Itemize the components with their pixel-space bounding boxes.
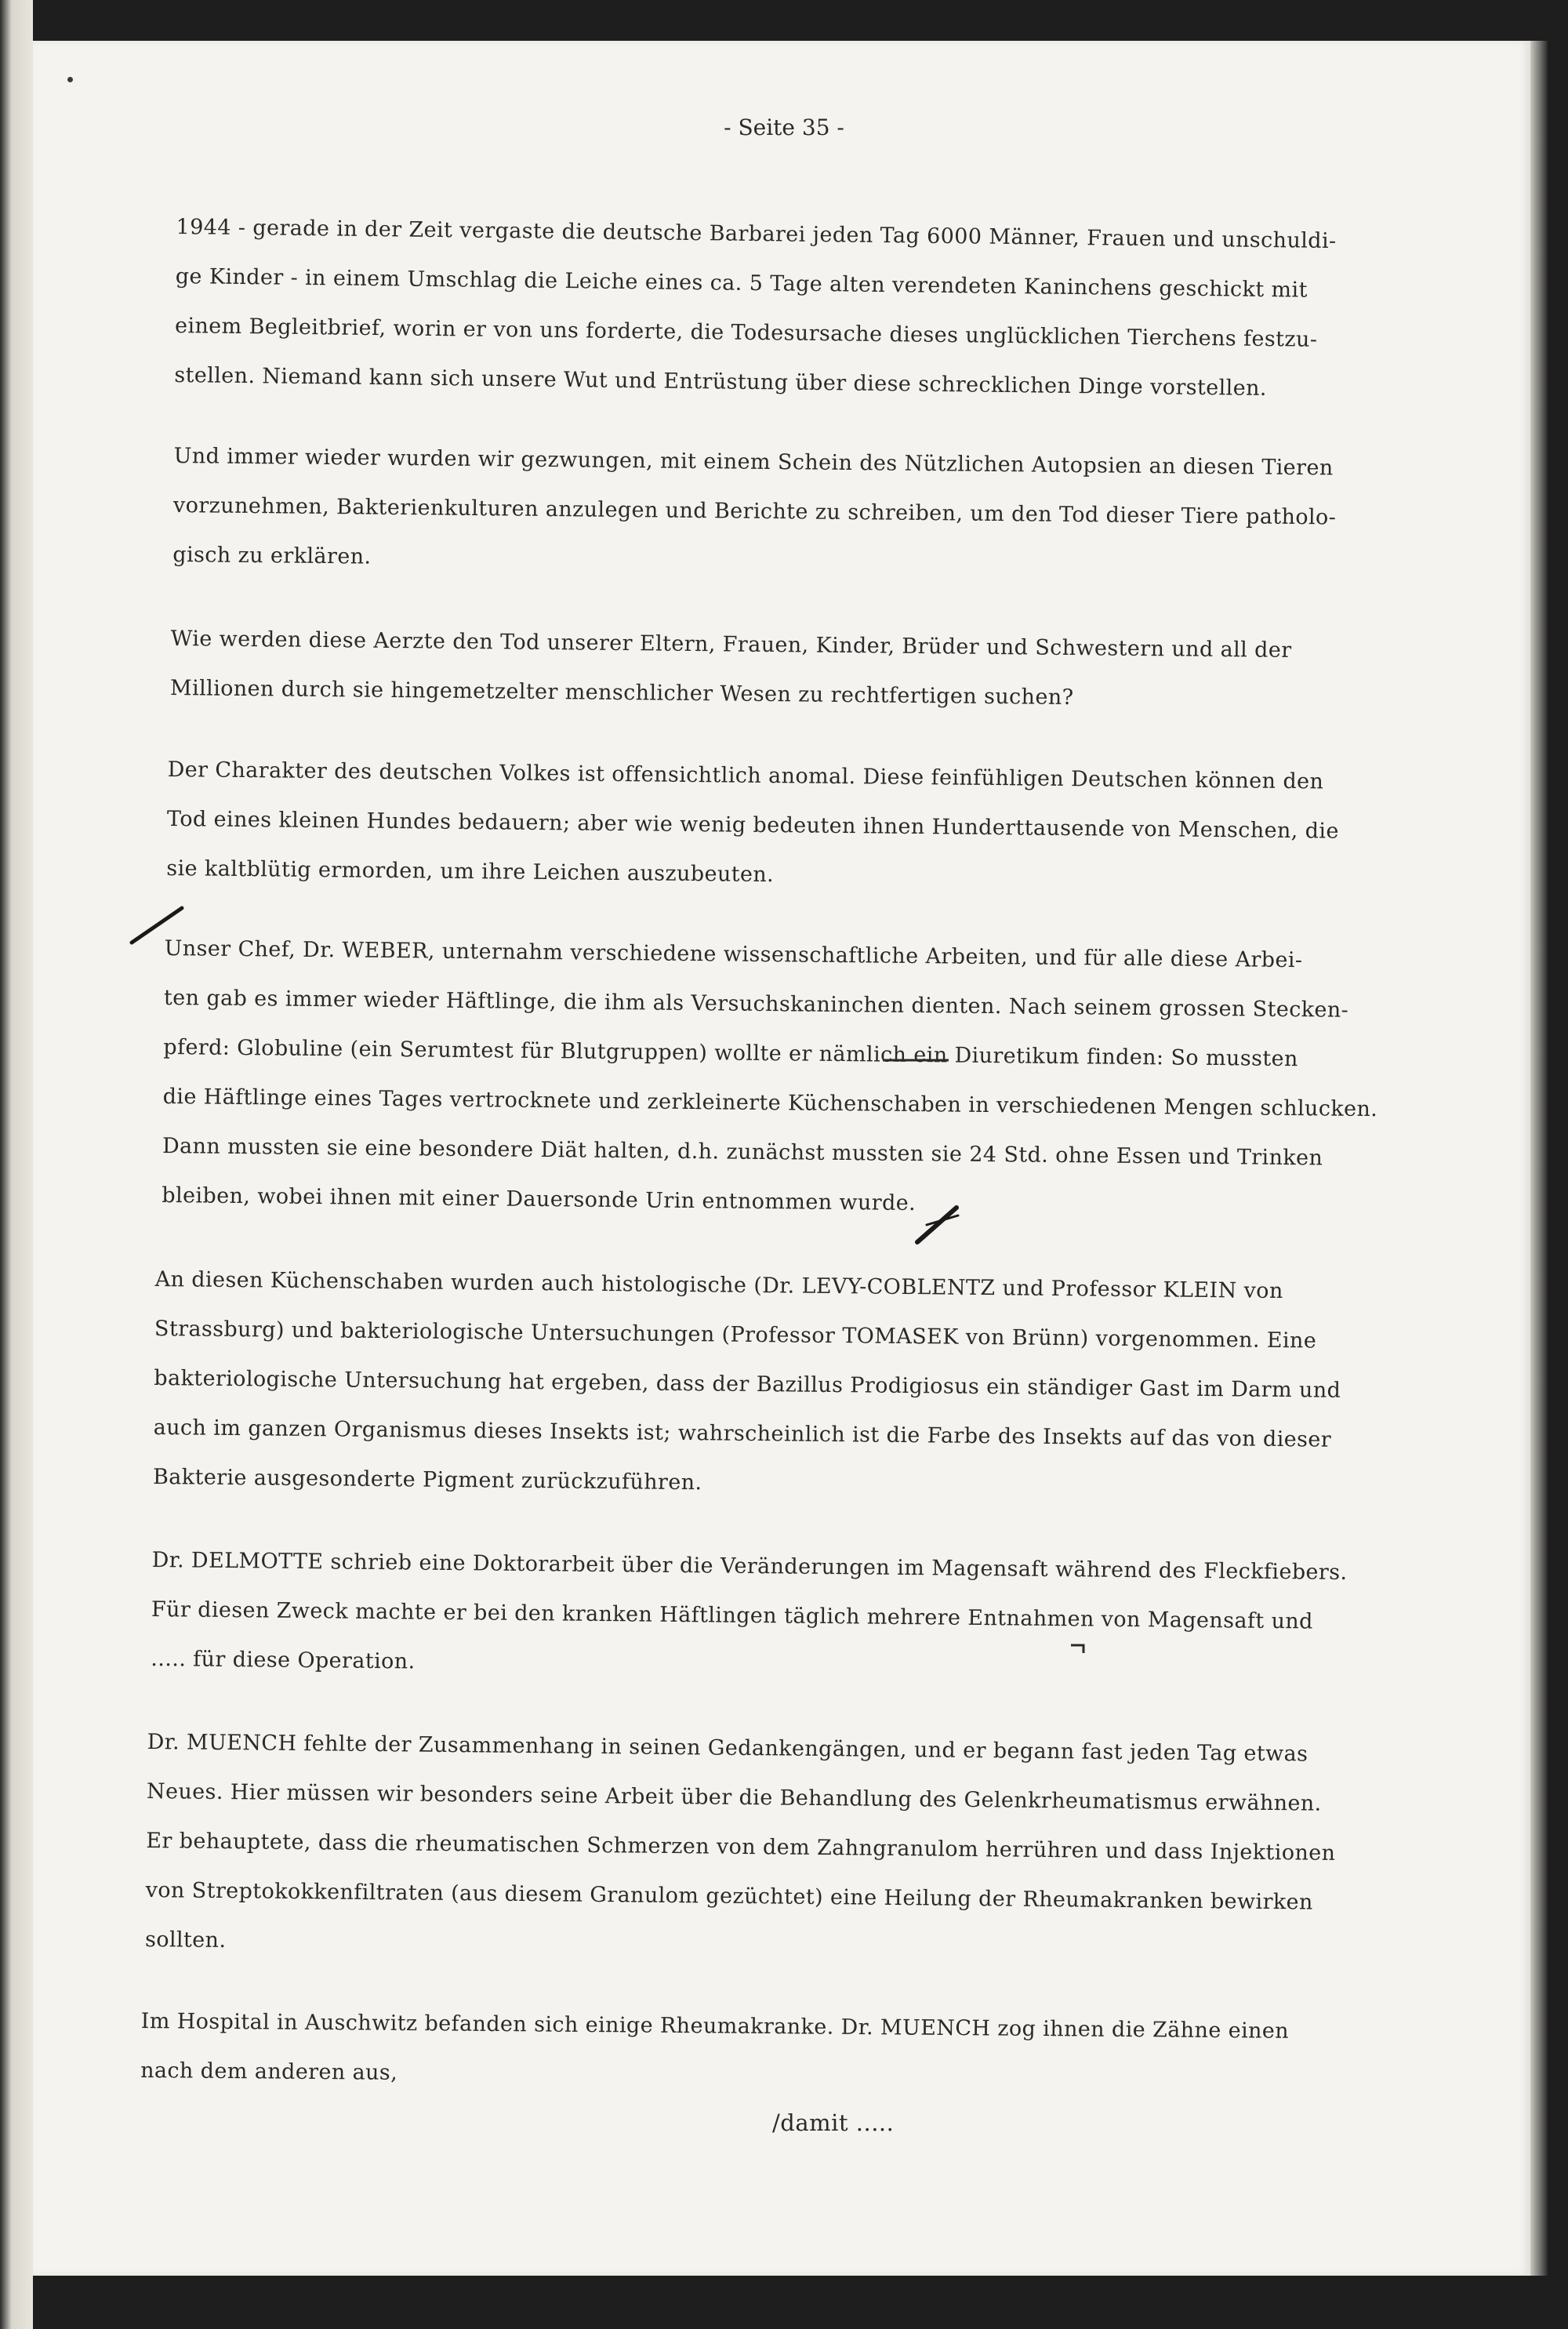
paragraph-7: Dr. DELMOTTE schrieb eine Doktorarbeit über die Veränderungen im Magensaft während des Fleckfiebers. Für diesen Zweck machte er bei den kranken Häftlingen täglich mehrere Entnahmen von Magensaft und ..... für diese Operation. <box>151 1547 1348 1674</box>
paragraph-8: Dr. MUENCH fehlte der Zusammenhang in seinen Gedankengängen, und er begann fast jeden Tag etwas Neues. Hier müssen wir besonders seine Arbeit über die Behandlung des Gelenkrheumatismus erwähnen. Er behauptete, dass die rheumatischen Schmerzen von dem Zahngranulom herrühren und dass Injektionen von Streptokokkenfiltraten (aus diesem Granulom gezüchtet) eine Heilung der Rheumakranken bewirken sollten. <box>144 1729 1336 1953</box>
handwritten-end-mark-icon <box>909 1201 964 1248</box>
paragraph-5: Unser Chef, Dr. WEBER, unternahm verschiedene wissenschaftliche Arbeiten, und für alle diese Arbei- ten gab es immer wieder Häftlinge, die ihm als Versuchskaninchen dienten. Nach seinem grossen Stecken- pferd: Globuline (ein Serumtest für Blutgruppen) wollte er nämlich ein Diuretikum finden: So mussten die Häftlinge eines Tages vertrocknete und zerkleinerte Küchenschaben in verschiedenen Mengen schlucken. Dann mussten sie eine besondere Diät halten, d.h. zunächst mussten sie 24 Std. ohne Essen und Trinken bleiben, wobei ihnen mit einer Dauersonde Urin entnommen wurde. <box>162 936 1378 1216</box>
paragraph-6: An diesen Küchenschaben wurden auch histologische (Dr. LEVY-COBLENTZ und Professor KLEIN von Strassburg) und bakteriologische Untersuchungen (Professor TOMASEK von Brünn) vorgenommen. Eine bakteriologische Untersuchung hat ergeben, dass der Bazillus Prodigiosus ein ständiger Gast im Darm und auch im ganzen Organismus dieses Insekts ist; wahrscheinlich ist die Farbe des Insekts auf das von dieser Bakterie ausgesonderte Pigment zurückzuführen. <box>152 1266 1341 1495</box>
page-number: - Seite 35 - <box>724 114 844 140</box>
page-edge-shadow <box>1530 41 1548 2276</box>
paragraph-2: Und immer wieder wurden wir gezwungen, mit einem Schein des Nützlichen Autopsien an diesen Tieren vorzunehmen, Bakterienkulturen anzulegen und Berichte zu schreiben, um den Tod dieser Tiere patholo- gisch zu erklären. <box>172 443 1337 569</box>
adjacent-page-edge <box>0 0 33 2329</box>
continuation-note: /damit ..... <box>772 2109 895 2136</box>
speck-mark <box>67 77 73 82</box>
paragraph-4: Der Charakter des deutschen Volkes ist offensichtlich anomal. Diese feinfühligen Deutschen können den Tod eines kleinen Hundes bedauern; aber wie wenig bedeuten ihnen Hunderttausende von Menschen, die sie kaltblütig ermorden, um ihre Leichen auszubeuten. <box>166 757 1339 888</box>
paragraph-1: 1944 - gerade in der Zeit vergaste die deutsche Barbarei jeden Tag 6000 Männer, Frauen und unschuldi- ge Kinder - in einem Umschlag die Leiche eines ca. 5 Tage alten verendeten Kaninchens geschickt mit einem Begleitbrief, worin er von uns forderte, die Todesursache dieses unglücklichen Tierchens festzu- stellen. Niemand kann sich unsere Wut und Entrüstung über diese schrecklichen Dinge vorstellen. <box>174 214 1337 401</box>
handwritten-start-mark-icon <box>125 902 188 949</box>
paragraph-3: Wie werden diese Aerzte den Tod unserer Eltern, Frauen, Kinder, Brüder und Schwestern und all der Millionen durch sie hingemetzelter menschlicher Wesen zu rechtfertigen suchen? <box>169 626 1292 710</box>
paragraph-9: Im Hospital in Auschwitz befanden sich einige Rheumakranke. Dr. MUENCH zog ihnen die Zähne einen nach dem anderen aus, <box>140 2008 1290 2085</box>
small-correction-mark-icon <box>1068 1640 1091 1656</box>
strikethrough-mark-icon <box>878 1046 1051 1070</box>
